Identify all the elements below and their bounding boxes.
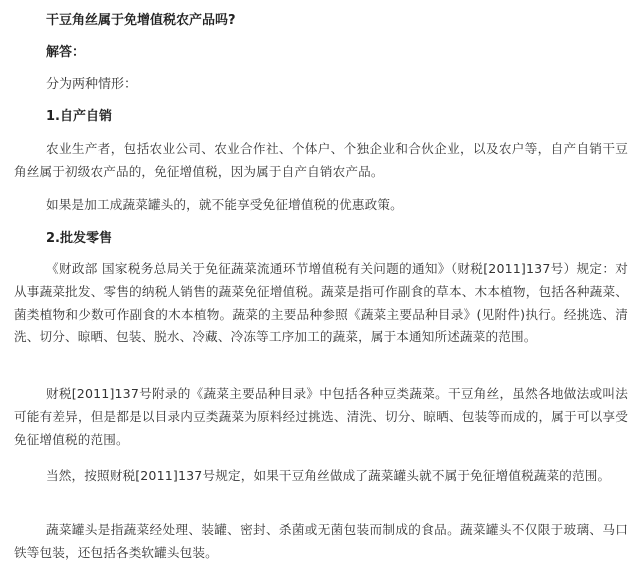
paragraph: 农业生产者，包括农业公司、农业合作社、个体户、个独企业和合伙企业，以及农户等，自产自销干豆角丝属于初级农产品的，免征增值税，因为属于自产自销农产品。 (14, 141, 628, 179)
paragraph: 当然，按照财税[2011]137号规定，如果干豆角丝做成了蔬菜罐头就不属于免征增值税蔬菜的范围。 (46, 468, 611, 483)
paragraph: 蔬菜罐头是指蔬菜经处理、装罐、密封、杀菌或无菌包装而制成的食品。蔬菜罐头不仅限于玻璃、马口铁等包装，还包括各类软罐头包装。 (14, 522, 628, 560)
paragraph: 财税[2011]137号附录的《蔬菜主要品种目录》中包括各种豆类蔬菜。干豆角丝，虽然各地做法或叫法可能有差异，但是都是以目录内豆类蔬菜为原料经过挑选、清洗、切分、晾晒、包装等而成的，属于可以享受免征增值税的范围。 (14, 386, 628, 447)
section-heading-self-produced: 1.自产自销 (46, 109, 112, 124)
answer-label: 解答： (46, 45, 86, 60)
paragraph: 如果是加工成蔬菜罐头的，就不能享受免征增值税的优惠政策。 (46, 197, 403, 212)
intro-text: 分为两种情形： (46, 77, 138, 92)
question-title: 干豆角丝属于免增值税农产品吗? (46, 13, 236, 28)
section-heading-wholesale-retail: 2.批发零售 (46, 231, 112, 246)
paragraph: 《财政部 国家税务总局关于免征蔬菜流通环节增值税有关问题的通知》（财税[2011]137号）规定：对从事蔬菜批发、零售的纳税人销售的蔬菜免征增值税。蔬菜是指可作副食的草本、木本植物，包括各种蔬菜、菌类植物和少数可作副食的木本植物。蔬菜的主要品种参照《蔬菜主要品种目录》(见附件)执行。经挑选、清洗、切分、晾晒、包装、脱水、冷藏、冷冻等工序加工的蔬菜，属于本通知所述蔬菜的范围。 (14, 261, 628, 345)
